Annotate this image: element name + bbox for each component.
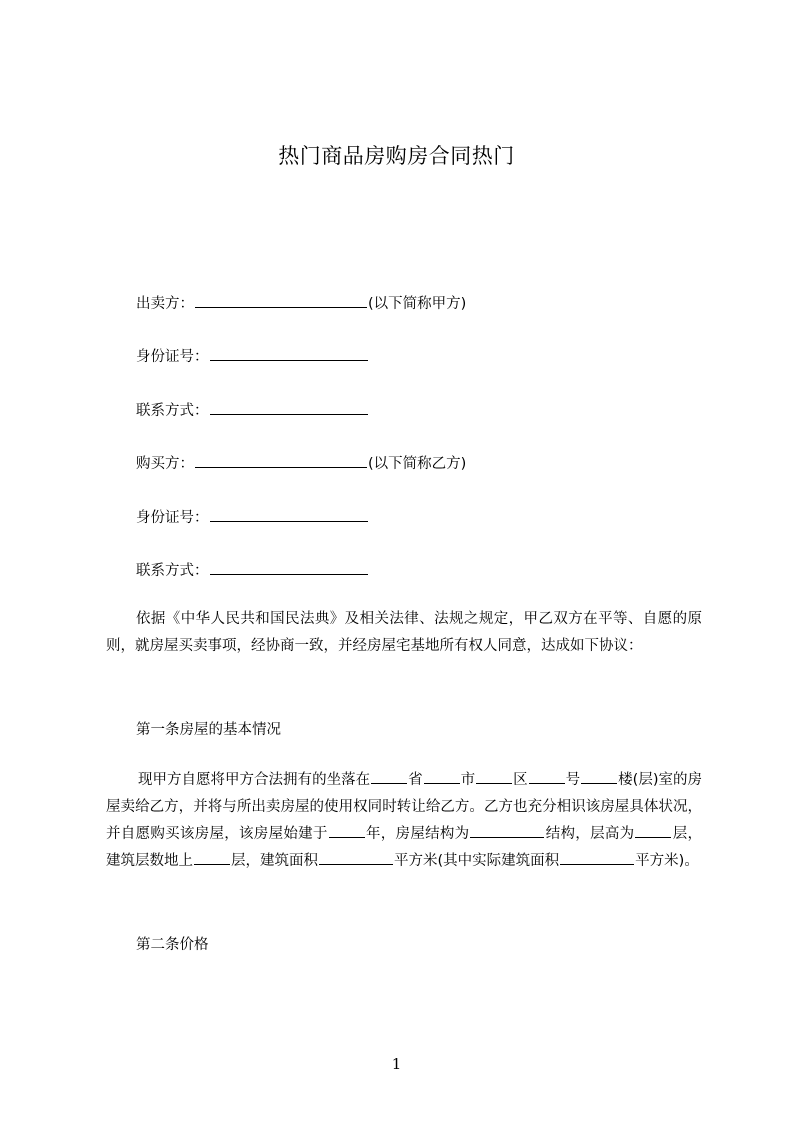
buyer-contact-blank[interactable] (210, 560, 368, 575)
seller-label: 出卖方： (136, 296, 194, 312)
s1-text-12: 平方米)。 (635, 853, 699, 869)
floor-height-blank[interactable] (635, 823, 671, 838)
section1-paragraph (106, 767, 702, 875)
actual-area-blank[interactable] (560, 850, 634, 865)
s1-text-6: 楼(层)室的房屋卖给乙方，并将与所出卖房屋的使用权同时转让给乙方。乙方也充分相识该房屋具体状况，并自愿购买该房屋，该房屋始建于 (106, 772, 703, 842)
district-blank[interactable] (476, 769, 512, 784)
s1-text-10: 层，建筑面积 (231, 853, 318, 869)
page-number: 1 (391, 1055, 402, 1073)
build-year-blank[interactable] (329, 823, 365, 838)
s1-text-9: 层，建筑层数地上 (106, 826, 702, 869)
building-blank[interactable] (581, 769, 617, 784)
buyer-suffix: (以下简称乙方) (368, 456, 467, 472)
s1-text-7: 年，房屋结构为 (365, 826, 470, 842)
seller-id-line (136, 345, 369, 366)
buyer-id-line (136, 506, 369, 527)
seller-line (136, 292, 466, 313)
building-area-blank[interactable] (319, 850, 393, 865)
intro-paragraph: 依据《中华人民共和国民法典》及相关法律、法规之规定，甲乙双方在平等、自愿的原则，就房屋买卖事项，经协商一致，并经房屋宅基地所有权人同意，达成如下协议： (106, 611, 702, 654)
seller-suffix: (以下简称甲方) (368, 296, 467, 312)
buyer-name-blank[interactable] (195, 453, 367, 468)
buyer-contact-label: 联系方式： (136, 563, 209, 579)
s1-text-5: 号 (565, 772, 581, 788)
s1-text-11: 平方米(其中实际建筑面积 (394, 853, 560, 869)
province-blank[interactable] (371, 769, 407, 784)
seller-contact-blank[interactable] (210, 400, 368, 415)
structure-blank[interactable] (470, 823, 544, 838)
s1-text-4: 区 (513, 772, 528, 788)
s1-text-8: 结构，层高为 (545, 826, 635, 842)
document-title: 热门商品房购房合同热门 (278, 144, 515, 168)
buyer-contact-line (136, 559, 369, 580)
buyer-id-blank[interactable] (210, 507, 368, 522)
section2-heading: 第二条价格 (136, 937, 209, 953)
seller-name-blank[interactable] (195, 293, 367, 308)
seller-contact-line (136, 399, 369, 420)
seller-id-label: 身份证号： (136, 349, 209, 365)
buyer-id-label: 身份证号： (136, 510, 209, 526)
buyer-label: 购买方： (136, 456, 194, 472)
s1-text-2: 省 (408, 772, 423, 788)
floors-above-blank[interactable] (194, 850, 230, 865)
seller-contact-label: 联系方式： (136, 403, 209, 419)
s1-text-1: 现甲方自愿将甲方合法拥有的坐落在 (138, 772, 371, 788)
section1-heading: 第一条房屋的基本情况 (136, 722, 281, 738)
buyer-line (136, 452, 466, 473)
seller-id-blank[interactable] (210, 346, 368, 361)
s1-text-3: 市 (460, 772, 476, 788)
city-blank[interactable] (424, 769, 460, 784)
number-blank[interactable] (529, 769, 565, 784)
